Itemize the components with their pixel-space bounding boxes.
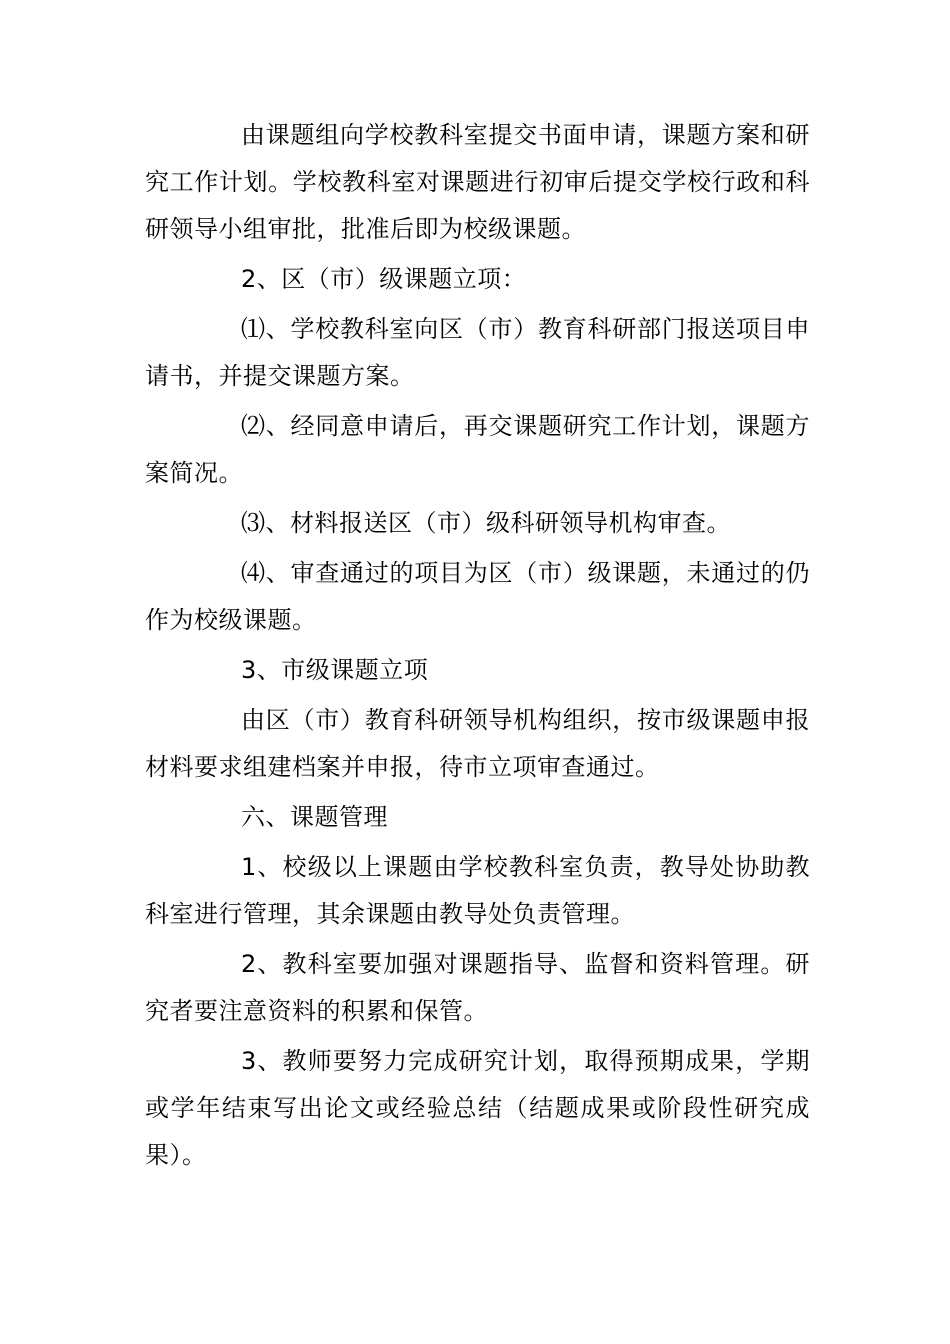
- document-body: [145, 112, 810, 1182]
- paragraph-step-2: ⑵、经同意申请后，再交课题研究工作计划，课题方案简况。: [145, 412, 810, 487]
- paragraph-step-1: ⑴、学校教科室向区（市）教育科研部门报送项目申请书，并提交课题方案。: [145, 315, 810, 390]
- paragraph-step-3: ⑶、材料报送区（市）级科研领导机构审查。: [241, 509, 731, 537]
- paragraph-step-4: ⑷、审查通过的项目为区（市）级课题，未通过的仍作为校级课题。: [145, 559, 810, 634]
- paragraph-management-2: 2、教科室要加强对课题指导、监督和资料管理。研究者要注意资料的积累和保管。: [145, 950, 810, 1025]
- heading-district-project-approval: 2、区（市）级课题立项：: [241, 265, 527, 293]
- paragraph-application-procedure: 由课题组向学校教科室提交书面申请，课题方案和研究工作计划。学校教科室对课题进行初审后提交学校行政和科研领导小组审批，批准后即为校级课题。: [145, 121, 810, 243]
- heading-city-project-approval: 3、市级课题立项: [241, 656, 429, 684]
- paragraph-management-1: 1、校级以上课题由学校教科室负责，教导处协助教科室进行管理，其余课题由教导处负责管理。: [145, 853, 810, 928]
- heading-section-six-project-management: 六、课题管理: [241, 803, 388, 831]
- paragraph-city-procedure: 由区（市）教育科研领导机构组织，按市级课题申报材料要求组建档案并申报，待市立项审查通过。: [145, 706, 810, 781]
- paragraph-management-3: 3、教师要努力完成研究计划，取得预期成果，学期或学年结束写出论文或经验总结（结题成果或阶段性研究成果）。: [145, 1047, 810, 1169]
